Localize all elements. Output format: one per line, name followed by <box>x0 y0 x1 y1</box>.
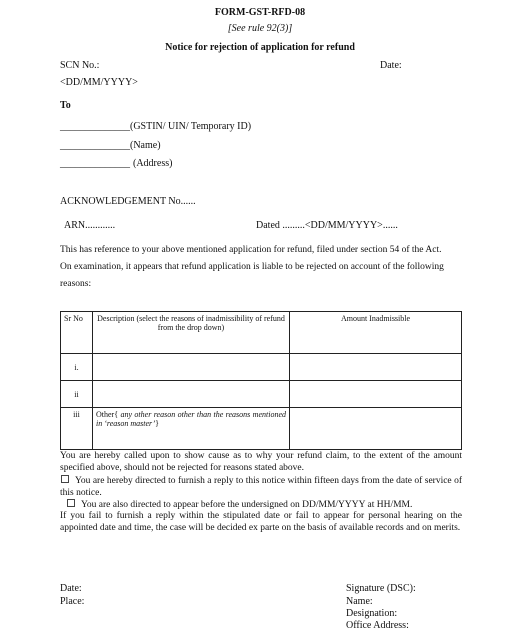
other-reason-note: any other reason other than the reasons mentioned in ‘reason master’ <box>96 410 286 428</box>
table-row <box>61 354 462 381</box>
to-label: To <box>60 100 71 111</box>
row-sr: i. <box>61 354 93 381</box>
appearance-text: You are also directed to appear before the undersigned on DD/MM/YYYY at HH/MM. <box>81 500 413 510</box>
name-label: (Name) <box>130 140 161 151</box>
date-label: Date: <box>380 60 402 71</box>
table-header-row <box>61 312 462 354</box>
address-blank: ______________ <box>60 158 130 169</box>
show-cause-paragraph: You are hereby called upon to show cause as to why your refund claim, to the extent of the amount specified above, should not be rejected for reasons stated above. <box>60 451 462 473</box>
name-blank: ______________ <box>60 140 130 151</box>
row-amount[interactable] <box>290 408 462 450</box>
acknowledgement-number: ACKNOWLEDGEMENT No...... <box>60 196 196 207</box>
office-address-label: Office Address: <box>346 620 409 631</box>
scn-date: <DD/MM/YYYY> <box>60 77 138 88</box>
description-header: Description (select the reasons of inadmissibility of refund from the drop down) <box>93 312 290 354</box>
ex-parte-paragraph: If you fail to furnish a reply within the stipulated date or fail to appear for personal hearing on the appointed date and time, the case will be decided ex parte on the basis of available records and on merits. <box>60 511 462 533</box>
arn-dated: Dated .........<DD/MM/YYYY>...... <box>256 220 398 231</box>
address-line <box>60 158 172 169</box>
checkbox-icon[interactable] <box>67 499 75 507</box>
row-description[interactable] <box>93 354 290 381</box>
appearance-paragraph <box>66 499 462 512</box>
form-number: FORM-GST-RFD-08 <box>214 7 306 18</box>
other-suffix: } <box>155 419 159 428</box>
intro-line-1: This has reference to your above mentioned application for refund, filed under section 54 of the Act. <box>60 245 442 255</box>
row-sr: iii <box>61 408 93 450</box>
designation-label: Designation: <box>346 608 398 619</box>
rule-reference: [See rule 92(3)] <box>227 23 293 34</box>
intro-line-2: On examination, it appears that refund application is liable to be rejected on account of the following <box>60 262 444 272</box>
gstin-line <box>60 121 251 132</box>
name-line <box>60 140 161 151</box>
reply-direction-text: You are hereby directed to furnish a reply to this notice within fifteen days from the date of service of this notice. <box>60 476 462 498</box>
scn-number-label: SCN No.: <box>60 60 100 71</box>
sr-no-header: Sr No <box>61 312 93 354</box>
address-label: (Address) <box>133 158 173 169</box>
row-description[interactable] <box>93 381 290 408</box>
row-amount[interactable] <box>290 381 462 408</box>
table-row <box>61 408 462 450</box>
officer-name-label: Name: <box>346 596 373 607</box>
table-row <box>61 381 462 408</box>
footer-place-label: Place: <box>60 596 85 607</box>
row-sr: ii <box>61 381 93 408</box>
gstin-blank: ______________ <box>60 121 130 132</box>
footer-date-label: Date: <box>60 583 82 594</box>
other-prefix: Other{ <box>96 410 119 419</box>
gstin-label: (GSTIN/ UIN/ Temporary ID) <box>130 121 252 132</box>
intro-line-3: reasons: <box>60 279 92 289</box>
arn: ARN............ <box>64 220 116 231</box>
reply-direction-paragraph <box>60 475 462 499</box>
signature-label: Signature (DSC): <box>346 583 416 594</box>
checkbox-icon[interactable] <box>61 475 69 483</box>
amount-header: Amount Inadmissible <box>290 312 462 354</box>
form-title: Notice for rejection of application for refund <box>165 42 355 53</box>
reasons-table <box>60 311 462 450</box>
row-amount[interactable] <box>290 354 462 381</box>
row-description-other[interactable] <box>93 408 290 450</box>
